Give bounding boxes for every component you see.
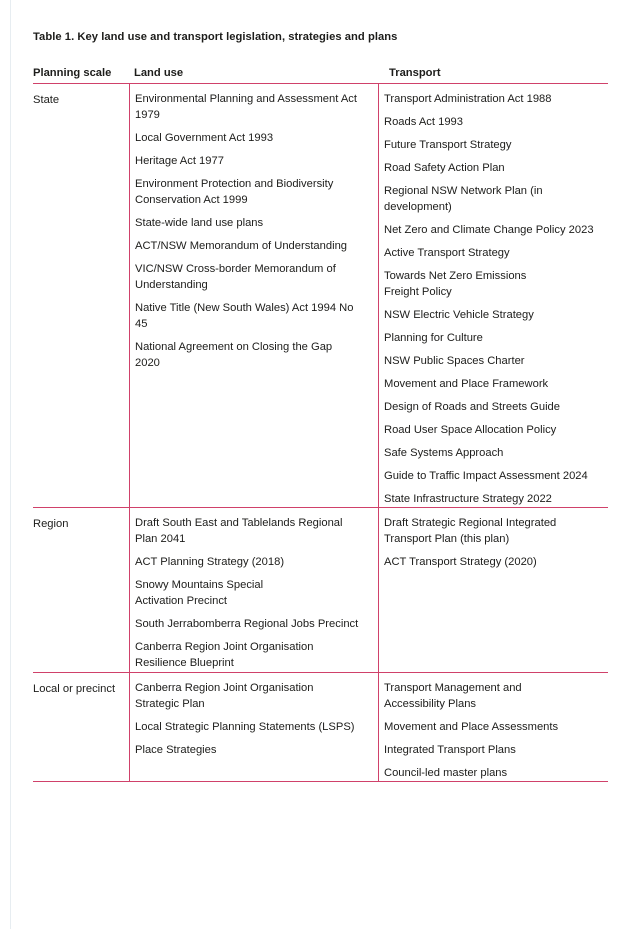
list-item: Future Transport Strategy [384, 139, 512, 151]
list-item: Transport Management and Accessibility Plans [384, 682, 522, 710]
table-title: Table 1. Key land use and transport legislation, strategies and plans [33, 31, 398, 43]
header-land-use: Land use [134, 67, 184, 79]
transport-cell [379, 84, 608, 507]
list-item: NSW Electric Vehicle Strategy [384, 309, 534, 321]
list-item: Local Strategic Planning Statements (LSPS) [135, 721, 355, 733]
list-item: National Agreement on Closing the Gap 2020 [135, 341, 333, 369]
list-item: Integrated Transport Plans [384, 744, 516, 756]
scale-cell: Local or precinct [33, 683, 116, 695]
list-item: Towards Net Zero Emissions Freight Policy [384, 270, 527, 298]
list-item: Road Safety Action Plan [384, 162, 505, 174]
header-transport: Transport [389, 67, 441, 79]
list-item: Design of Roads and Streets Guide [384, 401, 560, 413]
table-row-region [33, 508, 608, 673]
list-item: Transport Administration Act 1988 [384, 93, 552, 105]
header-planning-scale: Planning scale [33, 67, 112, 79]
list-item: Canberra Region Joint Organisation Strategic Plan [135, 682, 314, 710]
list-item: State Infrastructure Strategy 2022 [384, 493, 552, 505]
list-item: Canberra Region Joint Organisation Resilience Blueprint [135, 641, 314, 669]
transport-cell [379, 673, 608, 781]
scale-cell: Region [33, 518, 69, 530]
list-item: South Jerrabomberra Regional Jobs Precinct [135, 618, 359, 630]
list-item: Planning for Culture [384, 332, 483, 344]
list-item: Draft South East and Tablelands Regional Plan 2041 [135, 517, 343, 545]
table-header-row [33, 62, 608, 84]
list-item: Safe Systems Approach [384, 447, 504, 459]
list-item: Active Transport Strategy [384, 247, 510, 259]
land-use-cell [129, 508, 379, 672]
scale-cell: State [33, 94, 60, 106]
list-item: State-wide land use plans [135, 217, 264, 229]
list-item: Heritage Act 1977 [135, 155, 224, 167]
list-item: VIC/NSW Cross-border Memorandum of Understanding [135, 263, 336, 291]
list-item: Movement and Place Assessments [384, 721, 559, 733]
list-item: Environment Protection and Biodiversity Conservation Act 1999 [135, 178, 334, 206]
list-item: Net Zero and Climate Change Policy 2023 [384, 224, 594, 236]
list-item: Roads Act 1993 [384, 116, 463, 128]
list-item: NSW Public Spaces Charter [384, 355, 525, 367]
land-use-cell [129, 673, 379, 781]
list-item: Regional NSW Network Plan (in development) [384, 185, 543, 213]
page-margin-rule [10, 0, 11, 929]
list-item: Native Title (New South Wales) Act 1994 No 45 [135, 302, 354, 330]
list-item: Snowy Mountains Special Activation Precinct [135, 579, 264, 607]
legislation-table [33, 62, 608, 782]
list-item: ACT Planning Strategy (2018) [135, 556, 285, 568]
list-item: Council-led master plans [384, 767, 508, 779]
list-item: ACT Transport Strategy (2020) [384, 556, 537, 568]
table-row-state [33, 84, 608, 508]
table-row-local [33, 673, 608, 782]
land-use-cell [129, 84, 379, 507]
list-item: Environmental Planning and Assessment Act 1979 [135, 93, 358, 121]
list-item: Draft Strategic Regional Integrated Transport Plan (this plan) [384, 517, 557, 545]
transport-cell [379, 508, 608, 672]
list-item: Local Government Act 1993 [135, 132, 274, 144]
list-item: Road User Space Allocation Policy [384, 424, 557, 436]
list-item: ACT/NSW Memorandum of Understanding [135, 240, 348, 252]
list-item: Movement and Place Framework [384, 378, 549, 390]
list-item: Guide to Traffic Impact Assessment 2024 [384, 470, 588, 482]
list-item: Place Strategies [135, 744, 217, 756]
